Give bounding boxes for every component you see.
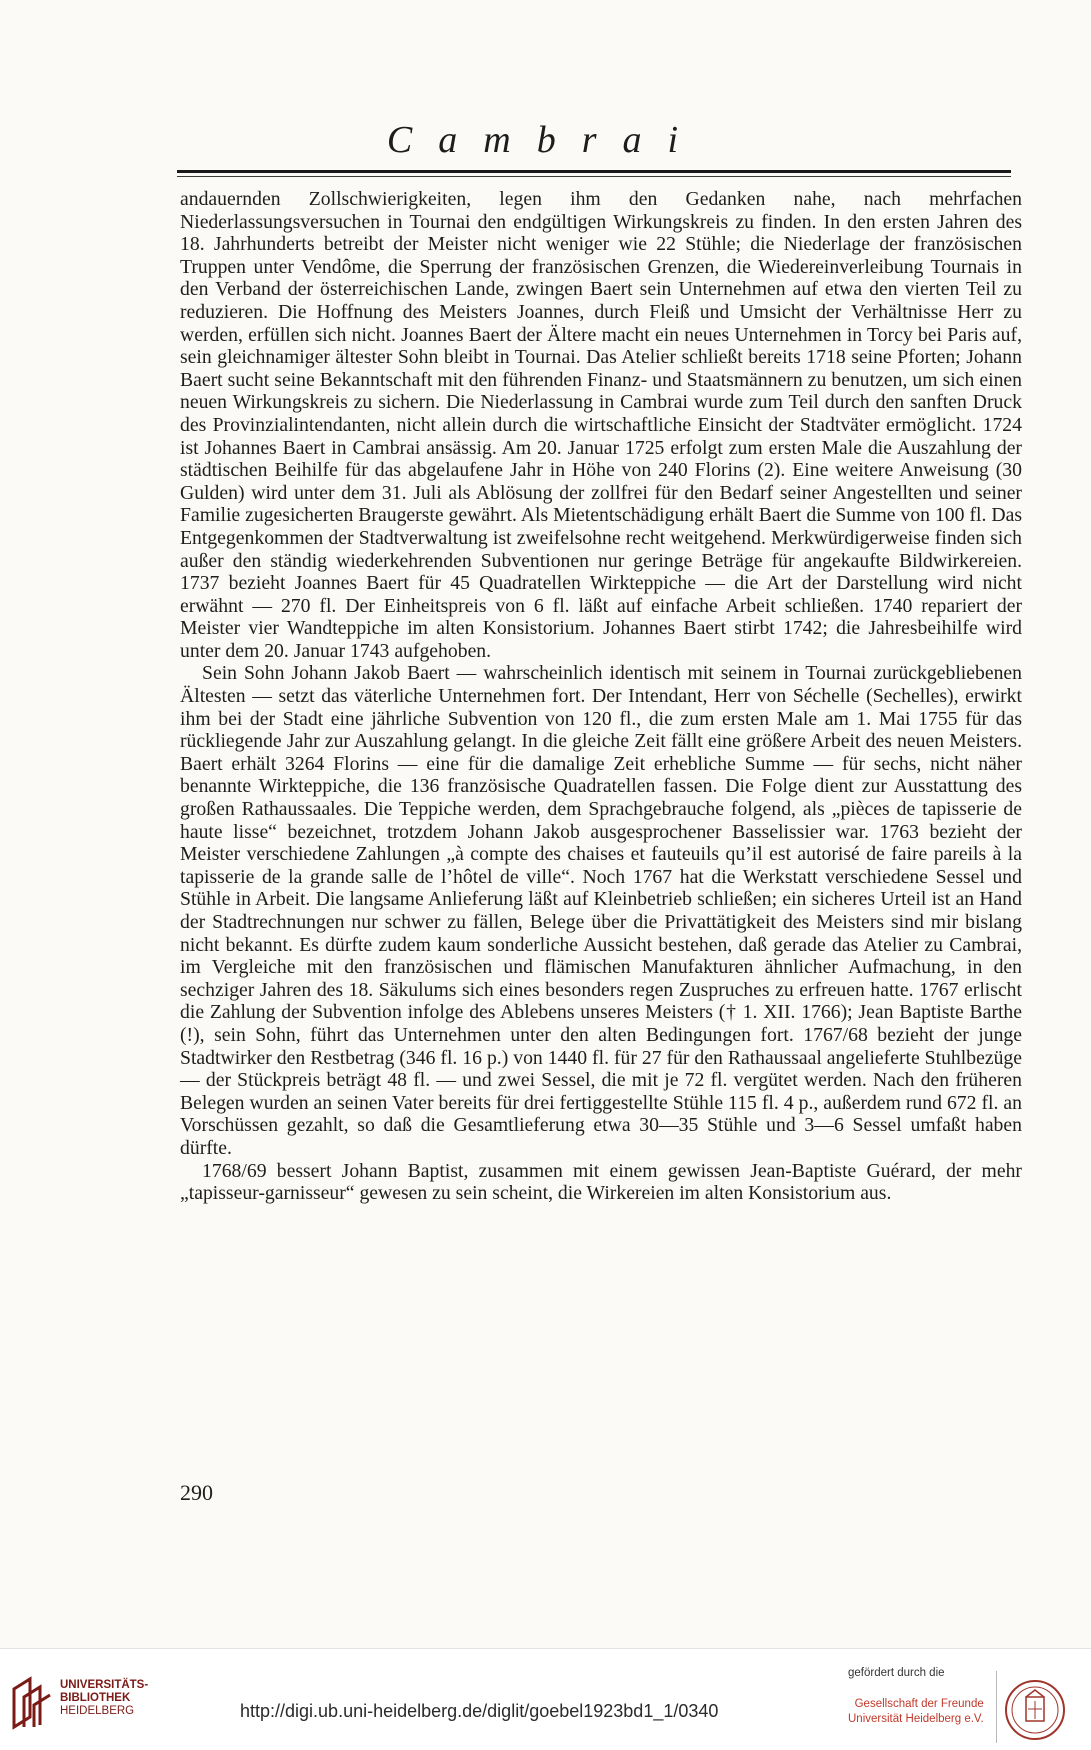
paragraph: andauernden Zollschwierigkeiten, legen ihm den Gedanken nahe, nach mehrfachen Niederlassungsversuchen in Tournai den endgültigen Wirkungskreis zu finden. In den ersten Jahren des 18. Jahrhunderts betreibt der Meister nicht weniger wie 22 Stühle; die Niederlage der französischen Truppen unter Vendôme, die Sperrung der französischen Grenzen, die Wiedereinverleibung Tournais in den Verband der österreichischen Lande, zwingen Baert sein Unternehmen auf etwa den vierten Teil zu reduzieren. Die Hoffnung des Meisters Joannes, durch Fleiß und Umsicht der Verhältnisse Herr zu werden, erfüllen sich nicht. Joannes Baert der Ältere macht ein neues Unternehmen in Torcy bei Paris auf, sein gleichnamiger ältester Sohn bleibt in Tournai. Das Atelier schließt bereits 1718 seine Pforten; Johann Baert sucht seine Bekanntschaft mit den führenden Finanz- und Staatsmännern zu benutzen, um sich einen neuen Wirkungskreis zu sichern. Die Niederlassung in Cambrai wurde zum Teil durch den sanften Druck des Provinzialintendanten, nicht allein durch die wirtschaftliche Einsicht der Stadtväter ermöglicht. 1724 ist Johannes Baert in Cambrai ansässig. Am 20. Januar 1725 erfolgt zum ersten Male die Auszahlung der städtischen Beihilfe für das abgelaufene Jahr in Höhe von 240 Florins (2). Eine weitere Anweisung (30 Gulden) wird unter dem 31. Juli als Ablösung der zollfrei für den Bedarf seiner Angestellten und seiner Familie zugesicherten Braugerste gewährt. Als Mietentschädigung erhält Baert die Summe von 100 fl. Das Entgegenkommen der Stadtverwaltung ist zweifelsohne recht weitgehend. Merkwürdigerweise finden sich außer den ständig wiederkehrenden Subventionen nur geringe Beträge für angekaufte Bildwirkereien. 1737 bezieht Joannes Baert für 45 Quadratellen Wirkteppiche — die Art der Darstellung wird nicht erwähnt — 270 fl. Der Einheitspreis von 6 fl. läßt auf einfache Arbeit schließen. 1740 repariert der Meister vier Wandteppiche im alten Konsistorium. Johannes Baert stirbt 1742; die Jahresbeihilfe wird unter dem 20. Januar 1743 aufgehoben.	[180, 188, 1022, 662]
university-seal-icon	[1004, 1679, 1066, 1741]
footer-bar	[0, 1648, 1091, 1750]
header-rule	[177, 170, 1011, 173]
library-name	[60, 1679, 148, 1718]
page-number: 290	[180, 1480, 213, 1505]
paragraph: Sein Sohn Johann Jakob Baert — wahrscheinlich identisch mit seinem in Tournai zurückgebliebenen Ältesten — setzt das väterliche Unternehmen fort. Der Intendant, Herr von Séchelle (Sechelles), erwirkt ihm bei der Stadt eine jährliche Subvention von 120 fl., die zum ersten Male am 1. Mai 1755 für das rückliegende Jahr zur Auszahlung gelangt. In die gleiche Zeit fällt eine größere Arbeit des neuen Meisters. Baert erhält 3264 Florins — eine für die damalige Zeit erhebliche Summe — für sechs, nicht näher benannte Wirkteppiche, die 136 französische Quadratellen fassen. Die Folge dient zur Ausstattung des großen Rathaussaales. Die Teppiche werden, dem Sprachgebrauche folgend, als „pièces de tapisserie de haute lisse“ bezeichnet, trotzdem Johann Jakob ausgesprochener Basselissier war. 1763 bezieht der Meister verschiedene Zahlungen „à compte des chaises et fauteuils qu’il est autorisé de faire pareils à la tapisserie de la grande salle de l’hôtel de ville“. Noch 1767 hat die Werkstatt verschiedene Sessel und Stühle in Arbeit. Die langsame Anlieferung läßt auf Kleinbetrieb schließen; ein sicheres Urteil ist an Hand der Stadtrechnungen nur schwer zu fällen, Belege über die Privattätigkeit des Meisters sind mir bislang nicht bekannt. Es dürfte zudem kaum sonderliche Aussicht bestehen, daß gerade das Atelier zu Cambrai, im Vergleiche mit den französischen und flämischen Manufakturen ähnlicher Aufmachung, in den sechziger Jahren des 18. Säkulums sich eines besonders regen Zuspruches zu erfreuen hatte. 1767 erlischt die Zahlung der Subvention infolge des Ablebens unseres Meisters († 1. XII. 1766); Jean Baptiste Barthe (!), sein Sohn, führt das Unternehmen unter den alten Bedingungen fort. 1767/68 bezieht der junge Stadtwirker den Restbetrag (346 fl. 16 p.) von 1440 fl. für 27 für den Rathaussaal angelieferte Stuhlbezüge — der Stückpreis beträgt 48 fl. — und zwei Sessel, die mit je 72 fl. vergütet werden. Nach den früheren Belegen wurden an seinen Vater bereits für drei fertiggestellte Stühle 115 fl. 4 p., außerdem rund 672 fl. an Vorschüssen gezahlt, so daß die Gesamtlieferung etwa 30—35 Stühle und 3—6 Sessel umfaßt haben dürfte.	[180, 662, 1022, 1159]
sponsor-divider	[996, 1671, 997, 1743]
sponsor-name-line: Gesellschaft der Freunde	[854, 1698, 984, 1710]
sponsor-label: gefördert durch die	[848, 1667, 945, 1679]
paragraph: 1768/69 bessert Johann Baptist, zusammen mit einem gewissen Jean-Baptiste Guérard, der mehr „tapisseur-garnisseur“ gewesen zu sein scheint, die Wirkereien im alten Konsistorium aus.	[180, 1159, 1022, 1205]
body-text	[180, 188, 1022, 1205]
permalink-url[interactable]: http://digi.ub.uni-heidelberg.de/diglit/goebel1923bd1_1/0340	[240, 1701, 719, 1721]
library-name-line: HEIDELBERG	[60, 1705, 135, 1717]
library-name-line: UNIVERSITÄTS-	[60, 1679, 149, 1691]
header-rule-thin	[177, 176, 1011, 177]
sponsor-name	[848, 1697, 984, 1727]
sponsor-name-line: Universität Heidelberg e.V.	[848, 1713, 984, 1725]
library-logo-icon	[10, 1675, 54, 1731]
running-title: Cambrai	[386, 119, 705, 161]
library-name-line: BIBLIOTHEK	[60, 1692, 131, 1704]
